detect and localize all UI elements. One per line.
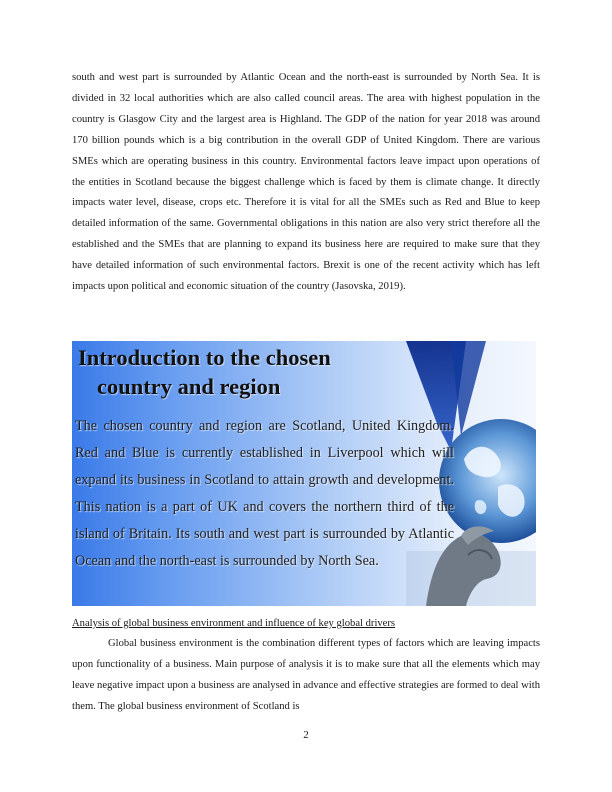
slide-title-line2: country and region [97, 374, 281, 399]
slide-body-text: The chosen country and region are Scotland, United Kingdom. Red and Blue is currently established in Liverpool which will expand its business in Scotland to attain growth and development. This nation is a part of UK and covers the northern third of the island of Britain. Its south and west part is surrounded by Atlantic Ocean and the north-east is surrounded by North Sea. [75, 418, 454, 570]
section-heading: Analysis of global business environment and influence of key global drivers [72, 618, 396, 629]
analysis-paragraph: Global business environment is the combination different types of factors which are leaving impacts upon functionality of a business. Main purpose of analysis it is to make sure that all the elements which may leave negative impact upon a business are analysed in advance and effective strategies are formed to deal with them. The global business environment of Scotland is [72, 638, 540, 712]
intro-slide-image [72, 341, 536, 606]
intro-paragraph: south and west part is surrounded by Atlantic Ocean and the north-east is surrounded by North Sea. It is divided in 32 local authorities which are also called council areas. The area with highest population in the country is Glasgow City and the largest area is Highland. The GDP of the nation for year 2018 was around 170 billion pounds which is a big contribution in the overall GDP of United Kingdom. There are various SMEs which are operating business in this country. Environmental factors leave impact upon operations of the entities in Scotland because the biggest challenge which is faced by them is climate change. It directly impacts water level, disease, crops etc. Therefore it is vital for all the SMEs such as Red and Blue to keep detailed information of the same. Governmental obligations in this nation are also very strict therefore all the established and the SMEs that are planning to expand its business here are required to make sure that they have detailed information of such environmental factors. Brexit is one of the recent activity which has left impacts upon political and economic situation of the country (Jasovska, 2019). [72, 72, 540, 293]
page-number: 2 [303, 729, 309, 741]
slide-title [78, 343, 418, 401]
slide-title-line1: Introduction to the chosen [78, 345, 331, 370]
